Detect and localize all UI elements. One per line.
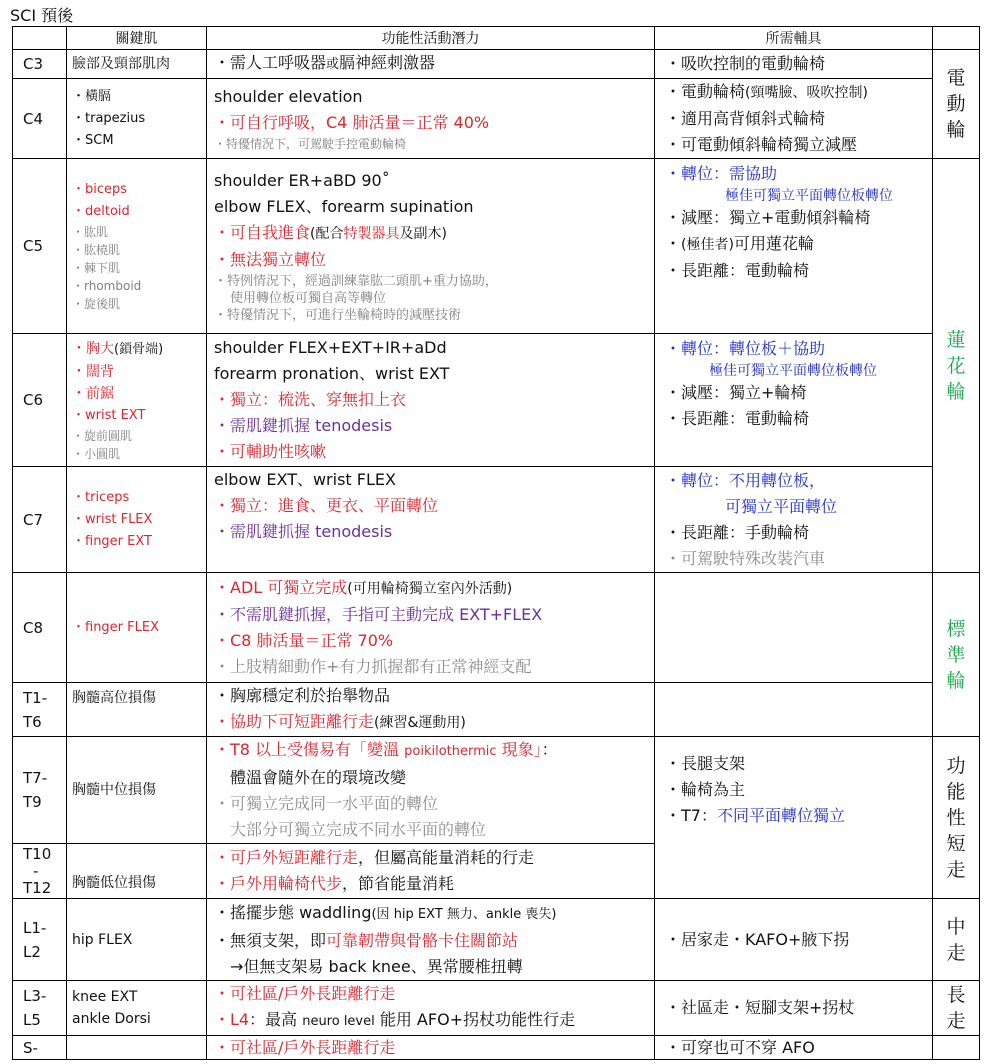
group-cell-standard-wheelchair <box>933 573 980 737</box>
muscle-text: 胸髓低位損傷 <box>72 875 156 891</box>
text: neuro level <box>302 1014 375 1029</box>
muscle-item: ・wrist FLEX <box>72 511 153 527</box>
text: 可用蓮花輪 <box>733 234 814 253</box>
group-char: 走 <box>946 941 966 964</box>
aids-line: ・轉位：需協助 <box>665 164 778 183</box>
muscle-item: ・旋後肌 <box>72 297 121 311</box>
aids-line: ・可穿也可不穿 AFO <box>665 1037 815 1057</box>
level-text: L2 <box>23 942 41 961</box>
text: ・L4 <box>214 1010 250 1029</box>
function-cell <box>207 899 655 981</box>
muscle-item: ・finger FLEX <box>72 619 159 635</box>
text: 可靠韌帶與骨骼卡住關節站 <box>326 930 519 950</box>
aids-line: ・轉位：轉位板＋協助 <box>665 339 826 358</box>
muscle-item <box>72 338 206 361</box>
level-cell: S- <box>13 1036 67 1060</box>
aids-cell <box>655 573 933 683</box>
aids-line: 極佳可獨立平面轉位板轉位 <box>725 188 893 204</box>
text: (鎖骨端) <box>114 341 164 357</box>
level-text: T1- <box>23 688 48 707</box>
level-cell <box>13 683 67 737</box>
row-c3 <box>13 50 980 79</box>
group-cell-community-walk <box>933 981 980 1036</box>
group-cell-household-walk <box>933 899 980 981</box>
text: ・搖擺步態 waddling <box>214 902 372 922</box>
text: 特製器具 <box>343 226 400 242</box>
function-line: 大部分可獨立完成不同水平面的轉位 <box>230 820 487 839</box>
level-text: L1- <box>23 918 47 937</box>
row-c5 <box>13 159 980 334</box>
muscle-text: hip FLEX <box>72 931 133 948</box>
aids-line: ・可電動傾斜輪椅獨立減壓 <box>665 135 858 154</box>
text: ・無須支架，即 <box>214 930 327 950</box>
group-char: 蓮 <box>946 328 966 351</box>
text: ・可戶外短距離行走 <box>214 848 359 867</box>
function-line <box>214 575 654 602</box>
group-cell-power-wheelchair <box>933 50 980 159</box>
text: ・需人工呼吸器 <box>214 53 327 72</box>
group-char: 輪 <box>946 119 966 141</box>
function-line <box>214 220 654 247</box>
aids-cell <box>655 981 933 1036</box>
text: 能用 AFO+拐杖功能性行走 <box>374 1010 576 1029</box>
text: (可用輪椅獨立室內外活動) <box>347 581 513 597</box>
text: ・電動輪椅 <box>665 82 746 101</box>
level-cell: C8 <box>13 573 67 683</box>
muscle-item: ・deltoid <box>72 204 130 219</box>
aids-line: ・長距離：手動輪椅 <box>665 522 810 542</box>
text: ・戶外用輪椅代步 <box>214 874 343 893</box>
aids-line <box>665 231 932 258</box>
text: ・ <box>665 234 682 253</box>
aids-cell <box>655 737 933 899</box>
aids-cell <box>655 899 933 981</box>
aids-cell <box>655 467 933 573</box>
group-char: 走 <box>946 858 966 881</box>
row-l1-l2 <box>13 899 980 981</box>
level-cell <box>13 844 67 899</box>
muscle-item: ・rhomboid <box>72 279 142 293</box>
aids-line: ・轉位：不用轉位板， <box>665 470 826 490</box>
function-line: ・獨立：梳洗、穿無扣上衣 <box>214 390 407 409</box>
function-line: ・特優情況下，可進行坐輪椅時的減壓技術 <box>214 308 462 323</box>
level-text: T6 <box>23 712 42 731</box>
function-cell <box>207 467 655 573</box>
aids-cell <box>655 79 933 159</box>
muscle-text: 胸髓中位損傷 <box>72 782 156 798</box>
group-char: 中 <box>946 915 966 938</box>
muscle-item: ・肱肌 <box>72 225 109 239</box>
aids-line <box>665 79 932 106</box>
function-cell <box>207 334 655 467</box>
function-line: 使用轉位板可獨自高等轉位 <box>230 291 387 306</box>
header-group <box>933 27 980 50</box>
function-line: ・特例情況下，經過訓練靠肱二頭肌+重力協助， <box>214 274 498 289</box>
muscle-item: ・橫膈 <box>72 88 112 104</box>
function-cell <box>207 79 655 159</box>
aids-cell <box>655 50 933 79</box>
muscle-item: ・SCM <box>72 132 114 148</box>
function-line <box>214 845 654 871</box>
level-cell <box>13 899 67 981</box>
text: 或 <box>326 57 340 72</box>
text: ・T8 以上受傷易有「變溫 <box>214 740 405 759</box>
text: ・可自我進食 <box>214 223 311 242</box>
level-text: L5 <box>23 1011 41 1029</box>
aids-line: ・居家走・KAFO+腋下拐 <box>665 929 850 949</box>
function-line: elbow EXT、wrist FLEX <box>214 470 396 489</box>
text: (因 hip EXT 無力、ankle 喪失) <box>371 906 557 922</box>
muscle-cell <box>67 737 207 844</box>
function-line: ・C8 肺活量＝正常 70% <box>214 631 394 650</box>
function-cell <box>207 683 655 737</box>
aids-cell <box>655 1036 933 1060</box>
text: (頸嘴臉、吸吹控制) <box>745 85 868 101</box>
text: 不同平面轉位獨立 <box>716 805 845 825</box>
function-line: ・需肌鍵抓握 tenodesis <box>214 416 393 435</box>
muscle-item: ・前鋸 <box>72 385 114 402</box>
muscle-cell <box>67 981 207 1036</box>
level-text: T9 <box>23 793 42 811</box>
function-line <box>214 928 654 954</box>
level-text: L3- <box>23 987 47 1005</box>
level-text: T7- <box>23 769 48 787</box>
sci-prognosis-table <box>12 26 980 1060</box>
text: poikilothermic <box>404 744 497 759</box>
text: ，但屬高能量消耗的行走 <box>358 848 535 867</box>
header-aids: 所需輔具 <box>655 27 933 50</box>
function-cell <box>207 1036 655 1060</box>
text: ：最高 <box>249 1010 303 1029</box>
function-line: ・特優情況下，可駕駛手控電動輪椅 <box>214 137 407 151</box>
level-cell: C3 <box>13 50 67 79</box>
level-text: - <box>33 861 39 880</box>
text: ・T7： <box>665 805 717 825</box>
function-cell <box>207 50 655 79</box>
muscle-cell <box>67 899 207 981</box>
header-key-muscle: 關鍵肌 <box>67 27 207 50</box>
function-line: ・可輔助性咳嗽 <box>214 442 327 461</box>
function-line: →但無支架易 back knee、異常腰椎扭轉 <box>230 956 523 976</box>
group-char: 動 <box>946 93 966 115</box>
muscle-text: 臉部及頸部肌肉 <box>72 56 170 72</box>
function-line <box>214 1007 654 1035</box>
aids-line <box>665 803 932 829</box>
level-cell <box>13 981 67 1036</box>
function-line: ・無法獨立轉位 <box>214 250 327 269</box>
row-c4 <box>13 79 980 159</box>
function-line <box>214 737 654 765</box>
aids-line: ・社區走・短腳支架+拐杖 <box>665 998 855 1017</box>
function-cell <box>207 844 655 899</box>
aids-line: ・長距離：電動輪椅 <box>665 261 810 280</box>
function-line: shoulder elevation <box>214 87 363 106</box>
function-line: ・可社區/戶外長距離行走 <box>214 1037 396 1057</box>
text: 及副木) <box>399 226 447 242</box>
muscle-item: ・finger EXT <box>72 533 152 549</box>
aids-cell <box>655 683 933 737</box>
text: ・胸大 <box>72 340 114 357</box>
aids-line: ・長腿支架 <box>665 753 746 773</box>
muscle-item: ・旋前圓肌 <box>72 428 133 443</box>
group-char: 輪 <box>946 380 966 403</box>
function-line: shoulder FLEX+EXT+IR+aDd <box>214 338 447 357</box>
group-cell-lotus-wheel <box>933 159 980 573</box>
muscle-item: ・triceps <box>72 489 130 505</box>
level-cell: C4 <box>13 79 67 159</box>
function-line <box>214 709 654 736</box>
group-char: 能 <box>946 780 966 803</box>
header-level <box>13 27 67 50</box>
aids-line: ・減壓：獨立+輪椅 <box>665 383 807 402</box>
aids-line: ・吸吹控制的電動輪椅 <box>665 54 826 73</box>
text: (配合 <box>310 226 344 242</box>
muscle-cell <box>67 159 207 334</box>
muscle-item: ・肱橈肌 <box>72 243 121 257</box>
aids-cell <box>655 159 933 334</box>
function-line <box>214 871 654 897</box>
page-title: SCI 預後 <box>10 6 74 25</box>
group-char: 走 <box>946 1010 966 1032</box>
text: ・ADL 可獨立完成 <box>214 578 348 597</box>
group-char: 電 <box>946 67 966 89</box>
function-line: ・上肢精細動作+有力抓握都有正常神經支配 <box>214 657 532 676</box>
level-cell: C7 <box>13 467 67 573</box>
function-cell <box>207 159 655 334</box>
muscle-item: ・棘下肌 <box>72 261 121 275</box>
function-line <box>214 50 654 78</box>
muscle-cell <box>67 79 207 159</box>
function-line: ・不需肌鍵抓握，手指可主動完成 EXT+FLEX <box>214 605 543 624</box>
row-t1-t6 <box>13 683 980 737</box>
function-line: ・可獨立完成同一水平面的轉位 <box>214 794 439 813</box>
muscle-item: ・wrist EXT <box>72 407 146 423</box>
function-line: elbow FLEX、forearm supination <box>214 197 474 216</box>
function-line: forearm pronation、wrist EXT <box>214 364 450 383</box>
function-line: shoulder ER+aBD 90˚ <box>214 171 390 190</box>
muscle-cell <box>67 50 207 79</box>
function-line: ・胸廓穩定利於抬舉物品 <box>214 686 391 705</box>
aids-line: ・減壓：獨立+電動傾斜輪椅 <box>665 208 871 227</box>
aids-cell <box>655 334 933 467</box>
aids-line: ・可駕駛特殊改裝汽車 <box>665 548 826 568</box>
muscle-cell <box>67 1036 207 1060</box>
level-cell: C6 <box>13 334 67 467</box>
row-c7 <box>13 467 980 573</box>
function-line: 體溫會隨外在的環境改變 <box>230 768 407 787</box>
aids-line: ・長距離：電動輪椅 <box>665 409 810 428</box>
aids-line: 極佳可獨立平面轉位板轉位 <box>709 363 877 379</box>
text: ・協助下可短距離行走 <box>214 712 375 731</box>
row-t7-t9 <box>13 737 980 844</box>
spacer <box>665 829 932 885</box>
group-char: 輪 <box>946 669 966 692</box>
header-function: 功能性活動潛力 <box>207 27 655 50</box>
muscle-item: knee EXT <box>72 989 138 1005</box>
group-char: 長 <box>946 984 966 1006</box>
text: 現象」 <box>496 740 542 759</box>
aids-line: ・輪椅為主 <box>665 779 746 799</box>
muscle-cell <box>67 683 207 737</box>
level-cell <box>13 737 67 844</box>
group-char: 性 <box>946 806 966 829</box>
function-cell <box>207 737 655 844</box>
text: 膈神經刺激器 <box>339 53 436 72</box>
muscle-item: ・biceps <box>72 182 128 197</box>
function-line: ・需肌鍵抓握 tenodesis <box>214 522 393 541</box>
row-c6 <box>13 334 980 467</box>
group-cell-functional-short-walk <box>933 737 980 899</box>
muscle-text: 胸髓高位損傷 <box>72 690 156 706</box>
muscle-item: ・trapezius <box>72 110 146 126</box>
function-cell <box>207 981 655 1036</box>
group-char: 標 <box>946 617 966 640</box>
group-cell-empty <box>933 1036 980 1060</box>
header-row <box>13 27 980 50</box>
function-line <box>214 900 654 928</box>
muscle-cell <box>67 573 207 683</box>
function-line: ・可自行呼吸，C4 肺活量＝正常 40% <box>214 113 490 132</box>
group-char: 功 <box>946 754 966 777</box>
muscle-item: ・闊背 <box>72 363 114 380</box>
group-char: 花 <box>946 354 966 377</box>
muscle-item: ankle Dorsi <box>72 1011 151 1027</box>
function-line: ・可社區/戶外長距離行走 <box>214 984 396 1003</box>
muscle-item: ・小圓肌 <box>72 446 121 461</box>
group-char: 準 <box>946 643 966 666</box>
row-l3-l5 <box>13 981 980 1036</box>
function-line: ・獨立：進食、更衣、平面轉位 <box>214 496 439 515</box>
function-cell <box>207 573 655 683</box>
muscle-cell <box>67 467 207 573</box>
muscle-cell <box>67 844 207 899</box>
muscle-cell <box>67 334 207 467</box>
text: ： <box>541 740 558 759</box>
group-char: 短 <box>946 832 966 855</box>
text: (極佳者) <box>681 237 734 253</box>
level-cell: C5 <box>13 159 67 334</box>
aids-line: 可獨立平面轉位 <box>725 496 838 516</box>
text: ，節省能量消耗 <box>342 874 455 893</box>
row-s <box>13 1036 980 1060</box>
level-text: T10 <box>23 844 52 863</box>
aids-line: ・適用高背傾斜式輪椅 <box>665 109 826 128</box>
level-text: T12 <box>23 878 52 897</box>
row-c8 <box>13 573 980 683</box>
text: (練習&運動用) <box>374 715 466 731</box>
